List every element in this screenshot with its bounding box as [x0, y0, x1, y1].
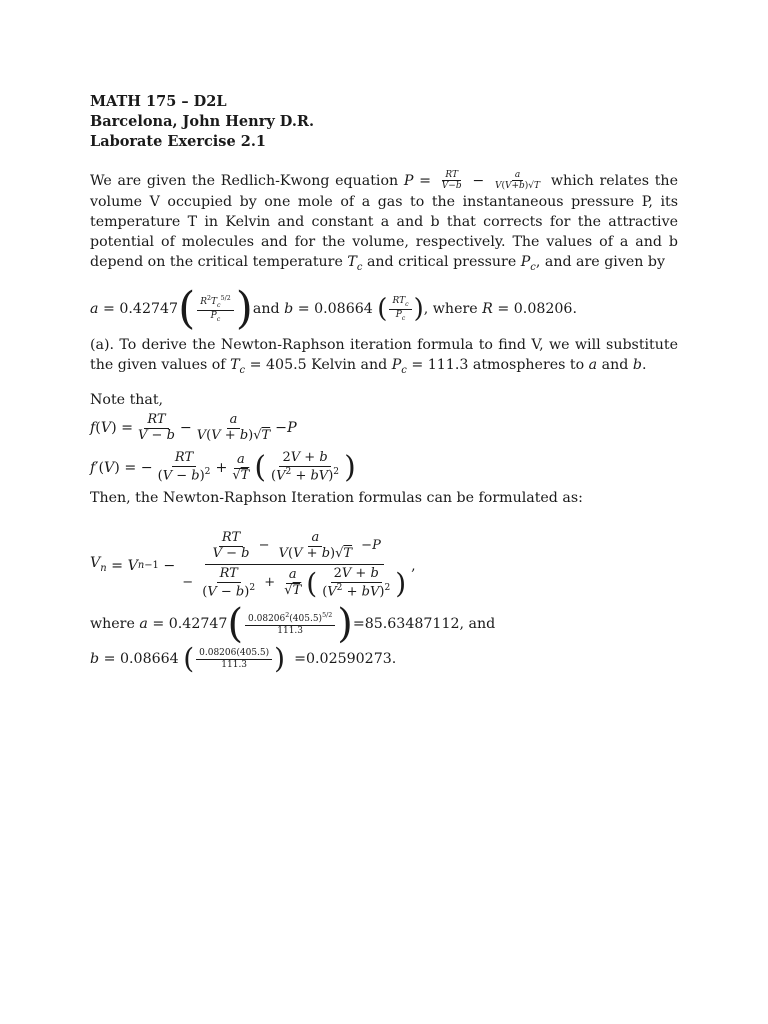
where-r-text: , where [423, 301, 478, 317]
note-label: Note that, [90, 392, 164, 408]
r-value: 0.08206 [513, 301, 573, 317]
b-coefficient-repeat: 0.08664 [120, 651, 179, 667]
inner-b-den: 111.3 [221, 659, 248, 670]
a-coefficient: 0.42747 [119, 301, 179, 317]
then-text: Then, the Newton-Raphson Iteration formulas can be formulated as: [90, 490, 583, 506]
where-text: where [90, 616, 135, 632]
a-coefficient-repeat: 0.42747 [168, 616, 228, 632]
constants-line: a = 0.42747 ( $\frac{R^2T_c^{5/2}}{P_c}$ ) and b = 0.08664 ( $\frac{RT_c}{P_c}$ ) , where R = 0.08206 . [90, 283, 577, 334]
intro-after-eq: which relates the volume V occupied by one mole of a gas to the instantaneous pressure P, its temperature T in Kelvin and constant a and b that corrects for the attractive potential of molecules and for the volume, respectively. The values of a and b depend on the critical temperature [90, 172, 678, 270]
kelvin-and-text: Kelvin and [311, 357, 388, 373]
intro-lead: We are given the Redlich-Kwong equation [90, 172, 399, 189]
b-coefficient: 0.08664 [314, 301, 373, 317]
part-a-text: (a). To derive the Newton-Raphson iteration formula to find V, we will substitute the given values of [90, 337, 678, 373]
inner-a-den: 111.3 [277, 625, 304, 636]
newton-raphson-formula: $V_n$ = V n−1 − $\frac{RT}{V - b}$ − $\frac{a}{V(V + b)√T}$ − P − $\frac{RT}{(V - b)^2}$ + $\frac{a}{√T}$ ( $\frac{2V + b}{(V^2 + bV)^2}$ ) , [90, 530, 416, 600]
part-a-and: and [601, 357, 629, 373]
b-value-line: b = 0.08664 ( $\frac{0.08206(405.5)}{111.3}$ ) =0.02590273. [90, 642, 397, 675]
b-result: =0.02590273. [294, 651, 397, 667]
exercise-title: Laborate Exercise 2.1 [90, 133, 266, 150]
part-a-paragraph: (a). To derive the Newton-Raphson iteration formula to find V, we will substitute the given values of $T_c = 405.5$ Kelvin and $P_c = 111.3$ atmospheres to a and b. [90, 337, 678, 376]
f-of-v-equation: f ( V ) = $\frac{RT}{V - b}$ − $\frac{a}{V(V + b)√T}$ − P [90, 411, 297, 443]
intro-tail: , and are given by [535, 253, 665, 270]
a-result: =85.63487112, and [352, 616, 496, 632]
intro-paragraph: We are given the Redlich-Kwong equation P = $\frac{RT}{V-b}$ − $\frac{a}{V(V+b)√T}$ which relates the volume V occupied by one mole of a gas to the instantaneous pressure P, its temperature T in Kelvin and constant a and b that corrects for the attractive potential of molecules and for the volume, respectively. The values of a and b depend on the critical temperature $T_c$ and critical pressure $P_c$, and are given by [90, 170, 678, 273]
redlich-kwong-equation: P = $\frac{RT}{V-b}$ − $\frac{a}{V(V+b)√T}$ [403, 170, 541, 192]
critical-pressure-text: and critical pressure [366, 253, 517, 270]
inner-a-t: (405.5) [289, 614, 323, 625]
author-name: Barcelona, John Henry D.R. [90, 113, 315, 130]
atm-text: atmospheres to [472, 357, 585, 373]
inner-a-num: 0.08206 [248, 614, 286, 625]
pc-value: 111.3 [427, 357, 469, 373]
f-prime-equation: f ′( V ) = − $\frac{RT}{(V - b)^2}$ + $\frac{a}{√T}$ ( $\frac{2V + b}{(V^2 + bV)^2}$ ) [90, 450, 356, 485]
course-title: MATH 175 – D2L [90, 93, 227, 110]
inner-b-num: 0.08206(405.5) [196, 648, 272, 659]
a-value-line: where a = 0.42747 ( $\frac{0.08206^2(405.5)^{5/2}}{111.3}$ ) =85.63487112, and [90, 601, 496, 647]
tc-value: 405.5 [266, 357, 307, 373]
and-text: and [252, 301, 280, 317]
